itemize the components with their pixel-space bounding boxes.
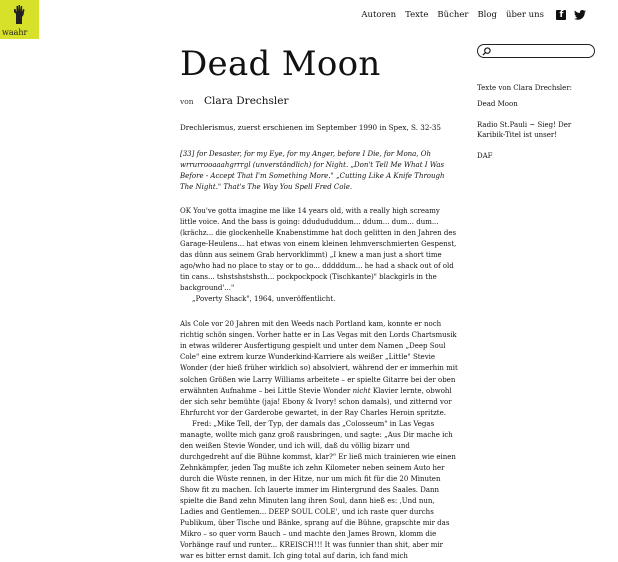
facebook-icon[interactable]: f (556, 10, 566, 20)
paragraph-source: „Poverty Shack", 1964, unveröffentlicht. (192, 295, 336, 304)
sidebar-link-daf[interactable]: DAF (477, 151, 493, 160)
twitter-icon[interactable] (574, 10, 586, 20)
paragraph-text: Als Cole vor 20 Jahren mit den Weeds nach Portland kam, konnte er noch richtig schön singen. Vorher hatte er in Las Vegas mit den Lords Chartsmusik in etwas wilderer Ausfertigung gespielt und unter dem Namen „Deep Soul Cole" eine extrem kurze Wunderkind-Karriere als weißer „Little" Stevie Wonder (der hieß früher wirklich so) absolviert, während der er immerhin mit solchen Größen wie Larry Williams arbeitete – er spielte Gitarre bei der oben erwähnten Aufnahme – bei Little Stevie Wonder (180, 320, 458, 395)
article (180, 40, 458, 562)
paragraph (180, 319, 458, 418)
site-logo[interactable] (0, 0, 39, 39)
emphasis: nicht (352, 386, 371, 395)
article-body (180, 206, 458, 562)
nav-item-blog[interactable]: Blog (477, 10, 497, 20)
author-link[interactable]: Clara Drechsler (203, 95, 289, 108)
by-label: von (180, 97, 194, 107)
paragraph: OK You've gotta imagine me like 14 years old, with a really high screamy little voice. And the bass is going: ddudududdum... ddum... dum... dum... (krächz... die glockenhelle Knabenstimme hat doch gelitten in den Jahren des Garage-Heulens... hat etwas von einem kleinen lehmverschmierten Gespenst, das dünn aus seinem Grab hervorklimmt) „I knew a man just a short time ago/who had no place to stay or to go... dddddum... he had a shack out of old tin cans... tshstshstshsth... pockpockpock (Tischkante)" blackgirls in the background'..." (180, 206, 457, 293)
nav-item-ueber-uns[interactable]: über uns (505, 10, 544, 20)
nav-item-autoren[interactable]: Autoren (361, 10, 397, 20)
sidebar-heading: Texte von Clara Drechsler: (477, 84, 573, 92)
sidebar-link-dead-moon[interactable]: Dead Moon (477, 100, 518, 108)
search-field[interactable] (477, 44, 595, 58)
paragraph-text: Klavier lernte, obwohl der sich sehr bemühte (jaja! Ebony & Ivory! schon damals), und zitternd vor Ehrfurcht vor der Garderobe gewartet, in der Ray Charles Heroin spritzte. (180, 386, 452, 417)
hand-logo-icon (11, 3, 27, 25)
sidebar (477, 44, 597, 161)
sidebar-link-radio-st-pauli[interactable]: Radio St.Pauli ~ Sieg! Der Karibik-Titel ist unser! (477, 120, 572, 139)
nav-item-texte[interactable]: Texte (405, 10, 429, 20)
article-title: Dead Moon (180, 44, 381, 84)
logo-wordmark: waahr (2, 28, 28, 37)
byline (180, 95, 458, 107)
nav-item-buecher[interactable]: Bücher (437, 10, 469, 20)
paragraph: Fred: „Mike Tell, der Typ, der damals das „Colosseum" in Las Vegas managte, wollte mich ganz groß rausbringen, und sagte: „Aus Dir mache ich den weißen Stevie Wonder, und ich will, daß du völlig bizarr und durchgedreht auf die Bühne kommst, klar?" Er ließ mich trainieren wie einen Zehnkämpfer, jeden Tag mußte ich zehn Kilometer neben seinem Auto her durch die Wüste rennen, in der Hitze, nur um mich fit für die 20 Minuten Show fit zu machen. Ich lauerte immer im Hintergrund des Saales. Dann spielte die Band zehn Minuten lang ihren Soul, dann hieß es: ‚Und nun, Ladies and Gentlemen... DEEP SOUL COLE', und ich raste quer durchs Publikum, über Tische und Bänke, sprang auf die Bühne, grapschte mir das Mikro – so quer vorm Bauch – und machte den James Brown, klomm die Vorhänge rauf und runter... KREISCH!!! It was funnier than shit, aber mir war es bitter ernst damit. Ich ging total auf darin, ich fand mich (180, 419, 456, 561)
epigraph: [33] for Desaster, for my Eye, for my Anger, before I Die, for Mona, Oh wrrurrooaaahgrrrgl (unverständlich) for Night. „Don't Tell Me What I Was Before - Accept That I'm Something More." „Cutting Like A Knife Through The Night." That's The Way You Spell Fred Cole. (180, 150, 445, 191)
search-icon (482, 47, 491, 56)
top-nav (352, 10, 586, 20)
publication-note: Drechlerismus, zuerst erschienen im September 1990 in Spex, S. 32-35 (180, 123, 441, 133)
